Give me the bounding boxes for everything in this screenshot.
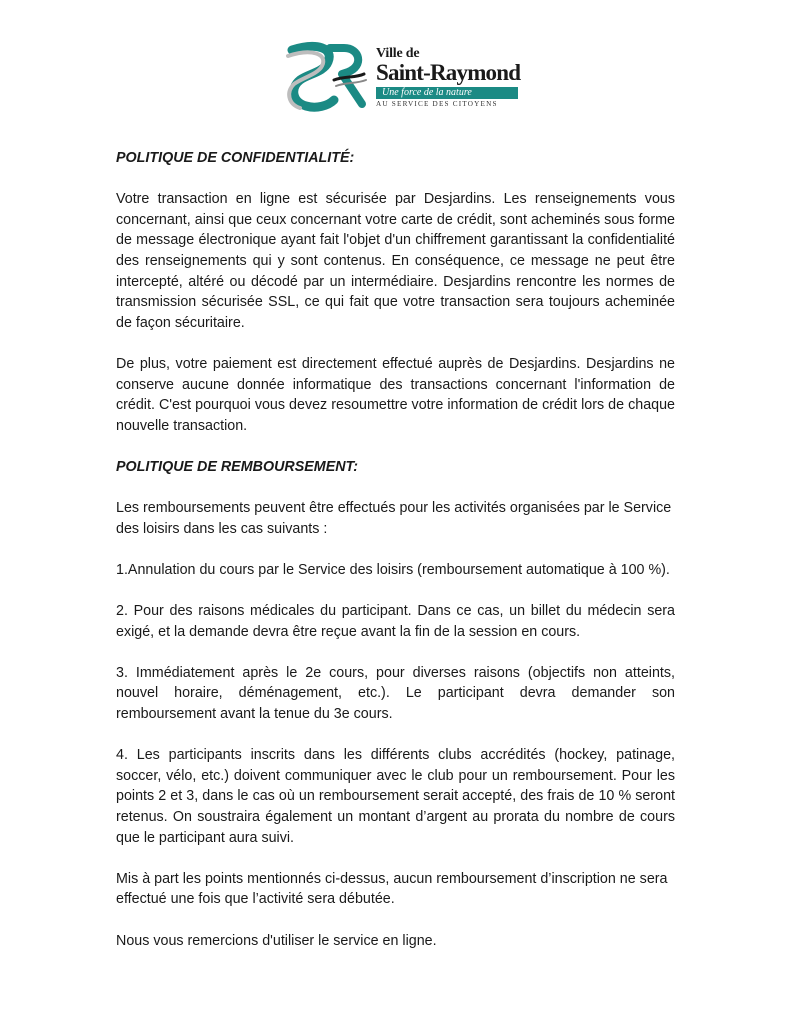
logo-city-name: Saint-Raymond (376, 60, 521, 85)
saint-raymond-emblem-icon (272, 40, 372, 114)
logo-service-line: AU SERVICE DES CITOYENS (376, 100, 498, 108)
logo-tagline: Une force de la nature (376, 87, 518, 99)
refund-item-4: 4. Les participants inscrits dans les différents clubs accrédités (hockey, patinage, soccer, vélo, etc.) doivent communiquer avec le club pour un remboursement. Pour les points 2 et 3, dans le cas où un remboursement serait accepté, des frais de 10 % seront retenus. On soustraira également un montant d’argent au prorata du nombre de cours que le participant aura suivi. (116, 747, 675, 846)
thanks-message: Nous vous remercions d'utiliser le service en ligne. (116, 932, 437, 949)
logo-ville-text: Ville de (376, 46, 420, 61)
refund-closing: Mis à part les points mentionnés ci-dessus, aucun remboursement d’inscription ne sera effectué une fois que l’activité sera débutée. (116, 870, 668, 908)
privacy-policy-heading: POLITIQUE DE CONFIDENTIALITÉ: (116, 150, 355, 166)
policy-document (116, 148, 675, 972)
refund-item-2: 2. Pour des raisons médicales du participant. Dans ce cas, un billet du médecin sera exigé, et la demande devra être reçue avant la fin de la session en cours. (116, 603, 675, 640)
logo-wordmark (376, 46, 524, 109)
refund-intro: Les remboursements peuvent être effectués pour les activités organisées par le Service des loisirs dans les cas suivants : (116, 500, 672, 537)
city-logo (272, 40, 522, 114)
refund-item-3: 3. Immédiatement après le 2e cours, pour diverses raisons (objectifs non atteints, nouvel horaire, déménagement, etc.). Le participant devra demander son remboursement avant la tenue du 3e cours. (116, 664, 675, 723)
privacy-paragraph-1: Votre transaction en ligne est sécurisée par Desjardins. Les renseignements vous concernant, ainsi que ceux concernant votre carte de crédit, sont acheminés sous forme de message électronique ayant fait l'objet d'un chiffrement garantissant la confidentialité des renseignements qui y sont contenus. En conséquence, ce message ne peut être intercepté, altéré ou décodé par un intermédiaire. Desjardins rencontre les normes de transmission sécurisée SSL, ce qui fait que votre transaction sera toujours acheminée de façon sécuritaire. (116, 191, 675, 331)
refund-policy-heading: POLITIQUE DE REMBOURSEMENT: (116, 458, 358, 475)
privacy-paragraph-2: De plus, votre paiement est directement effectué auprès de Desjardins. Desjardins ne conserve aucune donnée informatique des transactions concernant l'information de crédit. C'est pourquoi vous devez resoumettre votre information de crédit lors de chaque nouvelle transaction. (116, 355, 675, 434)
refund-item-1: 1.Annulation du cours par le Service des loisirs (remboursement automatique à 100 %). (116, 561, 670, 578)
